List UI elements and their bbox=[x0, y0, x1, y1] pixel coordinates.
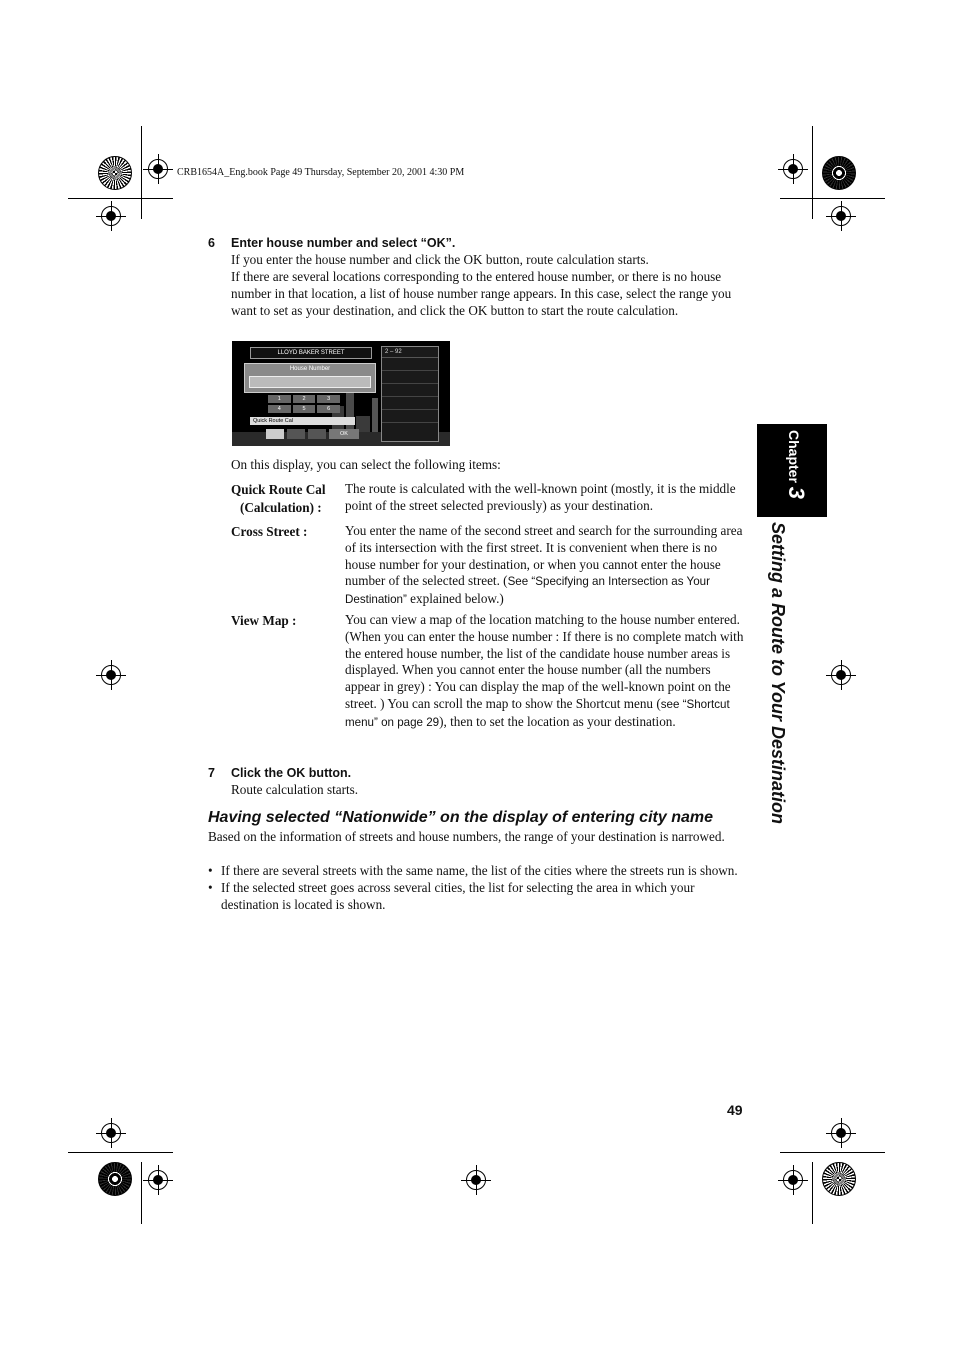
keypad-key[interactable]: 3 bbox=[317, 395, 340, 403]
keypad-key[interactable]: 6 bbox=[317, 405, 340, 413]
back-icon[interactable] bbox=[308, 429, 326, 439]
item-term: (Calculation) : bbox=[240, 500, 322, 515]
cross-reference-link[interactable]: see “Shortcut menu” on page 29 bbox=[345, 697, 730, 729]
keypad-key[interactable]: 1 bbox=[268, 395, 291, 403]
street-name-field: LLOYD BAKER STREET bbox=[250, 347, 372, 359]
chapter-title: Setting a Route to Your Destination bbox=[768, 522, 788, 825]
crop-mark bbox=[780, 1152, 885, 1153]
registration-target-icon bbox=[101, 1123, 121, 1143]
registration-target-icon bbox=[831, 1123, 851, 1143]
registration-target-icon bbox=[831, 206, 851, 226]
item-term: View Map : bbox=[231, 613, 297, 628]
registration-target-icon bbox=[831, 665, 851, 685]
item-term: Cross Street : bbox=[231, 524, 308, 539]
cross-reference-link[interactable]: See “Specifying an Intersection as Your Destination” bbox=[345, 575, 710, 607]
step-number: 7 bbox=[208, 766, 215, 780]
step-title: Click the OK button. bbox=[231, 766, 352, 780]
house-range-item[interactable]: 2 – 92 bbox=[382, 347, 438, 358]
file-info: CRB1654A_Eng.book Page 49 Thursday, September 20, 2001 4:30 PM bbox=[177, 167, 465, 178]
bullet-list bbox=[208, 863, 744, 913]
step-paragraph: If there are several locations corresponding to the entered house number, or there is no house number in that location, a list of house number range appears. In this case, select the range you want to set as your destination, and click the OK button to start the route calculation. bbox=[231, 269, 732, 318]
keypad-key[interactable]: 5 bbox=[293, 405, 316, 413]
registration-target-icon bbox=[101, 206, 121, 226]
registration-star-icon bbox=[98, 156, 132, 190]
quick-route-cal-button[interactable]: Quick Route Cal bbox=[250, 417, 355, 425]
intro-text: On this display, you can select the following items: bbox=[231, 457, 501, 472]
item-term: Quick Route Cal bbox=[231, 482, 326, 497]
navigation-screenshot bbox=[232, 341, 450, 446]
item-description: You enter the name of the second street and search for the surrounding area of its intersection with the first street. It is convenient when there is no house number for your destination, or when you cannot enter the house number of the selected street. (See “Specifying an Intersection as Your Destination” explained below.) bbox=[345, 523, 743, 607]
registration-target-icon bbox=[101, 665, 121, 685]
list-item: • If there are several streets with the same name, the list of the cities where the streets run is shown. bbox=[208, 863, 738, 878]
cross-street-icon[interactable] bbox=[287, 429, 305, 439]
page-number: 49 bbox=[727, 1102, 743, 1118]
chapter-number: 3 bbox=[784, 486, 809, 500]
crop-mark bbox=[141, 1162, 142, 1224]
step-number: 6 bbox=[208, 236, 215, 250]
registration-star-icon bbox=[822, 156, 856, 190]
chapter-label: Chapter 3 bbox=[784, 430, 809, 500]
crop-mark bbox=[141, 126, 142, 219]
keypad-key[interactable]: 4 bbox=[268, 405, 291, 413]
number-keypad bbox=[268, 395, 340, 415]
registration-target-icon bbox=[466, 1170, 486, 1190]
crop-mark bbox=[68, 1152, 173, 1153]
registration-star-icon bbox=[822, 1162, 856, 1196]
registration-target-icon bbox=[148, 159, 168, 179]
list-item: • If the selected street goes across several cities, the list for selecting the area in which your destination is located is shown. bbox=[208, 879, 695, 912]
house-range-list[interactable] bbox=[381, 346, 439, 442]
registration-target-icon bbox=[783, 1170, 803, 1190]
step-title: Enter house number and select “OK”. bbox=[231, 236, 456, 250]
registration-star-icon bbox=[98, 1162, 132, 1196]
view-map-icon[interactable] bbox=[266, 429, 284, 439]
crop-mark bbox=[68, 198, 173, 199]
keypad-key[interactable]: 2 bbox=[293, 395, 316, 403]
house-number-panel bbox=[244, 363, 376, 393]
section-paragraph: Based on the information of streets and house numbers, the range of your destination is narrowed. bbox=[208, 829, 725, 844]
bottom-button-bar bbox=[266, 429, 376, 441]
crop-mark bbox=[780, 198, 885, 199]
house-number-label: House Number bbox=[289, 366, 331, 372]
registration-target-icon bbox=[783, 159, 803, 179]
crop-mark bbox=[812, 1162, 813, 1224]
item-description: You can view a map of the location matching to the house number entered. (When you can enter the house number : If there is no complete match with the entered house number, the list of the candidate house number areas is displayed. When you cannot enter the house number (all the numbers appear in grey) : You can display the map of the well-known point on the street. ) You can scroll the map to show the Shortcut menu (see “Shortcut menu” on page 29), then to set the location as your destination. bbox=[345, 612, 744, 729]
item-description: The route is calculated with the well-known point (mostly, it is the middle point of the street selected previously) as your destination. bbox=[345, 481, 736, 513]
step-paragraph: If you enter the house number and click the OK button, route calculation starts. bbox=[231, 252, 649, 267]
chapter-tab bbox=[757, 424, 827, 517]
step-paragraph: Route calculation starts. bbox=[231, 782, 359, 797]
ok-button[interactable]: OK bbox=[329, 429, 359, 439]
section-heading: Having selected “Nationwide” on the display of entering city name bbox=[208, 809, 713, 826]
crop-mark bbox=[812, 126, 813, 219]
registration-target-icon bbox=[148, 1170, 168, 1190]
house-number-input[interactable] bbox=[249, 376, 371, 388]
